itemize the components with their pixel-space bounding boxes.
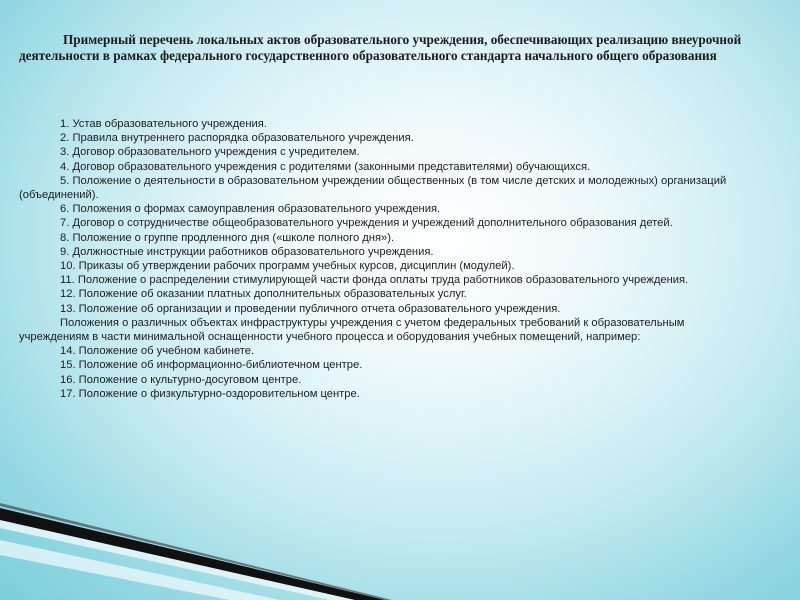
list-item: 9. Должностные инструкции работников образовательного учреждения. <box>60 245 434 258</box>
list-item: 6. Положения о формах самоуправления образовательного учреждения. <box>60 203 441 216</box>
slide-title: Примерный перечень локальных актов образовательного учреждения, обеспечивающих реализацию внеурочной деятельности в рамках федерального государственного образовательного стандарта начального общего образования <box>19 32 742 63</box>
list-item: 8. Положение о группе продленного дня («школе полного дня»). <box>60 231 395 244</box>
list-item: 2. Правила внутреннего распорядка образовательного учреждения. <box>60 132 414 145</box>
list-item: 10. Приказы об утверждении рабочих программ учебных курсов, дисциплин (модулей). <box>60 260 515 273</box>
list-item: 17. Положение о физкультурно-оздоровительном центре. <box>60 387 360 400</box>
list-item: 16. Положение о культурно-досуговом центре. <box>60 373 302 386</box>
list-item: 7. Договор о сотрудничестве общеобразовательного учреждения и учреждений дополнительного образования детей. <box>60 217 673 230</box>
list-item: 13. Положение об организации и проведении публичного отчета образовательного учреждения. <box>60 302 561 315</box>
list-item: 11. Положение о распределении стимулирующей части фонда оплаты труда работников образовательного учреждения. <box>60 274 689 287</box>
list-item: 5. Положение о деятельности в образовательном учреждении общественных (в том числе детских и молодежных) организаций (объединений). <box>19 174 727 202</box>
list-item: 15. Положение об информационно-библиотечном центре. <box>60 359 363 372</box>
acts-list <box>19 117 754 401</box>
list-item: 12. Положение об оказании платных дополнительных образовательных услуг. <box>60 288 467 301</box>
list-item: 14. Положение об учебном кабинете. <box>60 345 255 358</box>
list-item: 3. Договор образовательного учреждения с учредителем. <box>60 146 360 159</box>
list-item: 4. Договор образовательного учреждения с родителями (законными представителями) обучающихся. <box>60 160 591 173</box>
list-item: 1. Устав образовательного учреждения. <box>60 118 267 130</box>
list-item: Положения о различных объектах инфраструктуры учреждения с учетом федеральных требований к образовательным учреждениям в части минимальной оснащенности учебного процесса и оборудования учебных помещений, например: <box>19 316 685 344</box>
